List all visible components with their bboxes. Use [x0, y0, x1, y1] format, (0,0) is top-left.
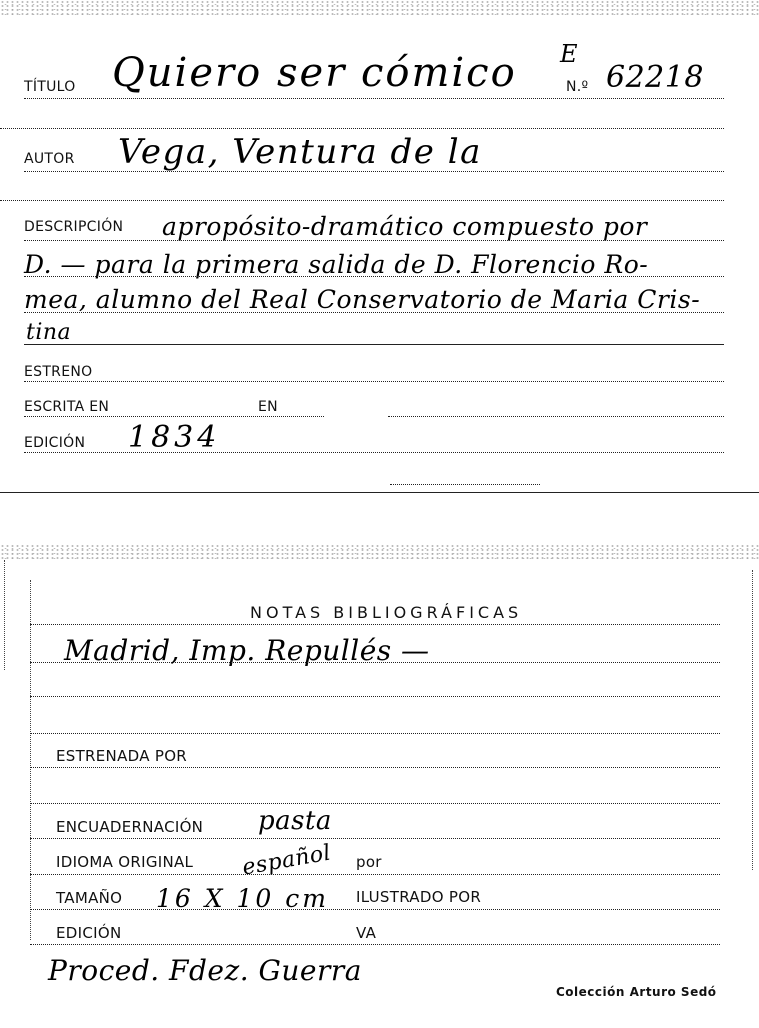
proced-value: Proced. Fdez. Guerra	[48, 954, 362, 987]
numero-label: N.º	[566, 79, 589, 95]
escrita-en-label: ESCRITA EN	[24, 399, 110, 415]
escrita-dotted-line	[24, 416, 324, 417]
notas-dotted-line-4	[30, 733, 720, 734]
autor-dotted-line	[24, 171, 724, 172]
por-label: por	[356, 853, 382, 871]
edicion-dotted-line	[24, 452, 724, 453]
autor-dotted-line-2	[0, 200, 724, 201]
encuadernacion-dotted-line	[30, 838, 720, 839]
numero-value: 62218	[606, 60, 704, 95]
idioma-label: IDIOMA ORIGINAL	[56, 853, 194, 871]
card-bottom-margin-line	[30, 580, 31, 940]
encuadernacion-label: ENCUADERNACIÓN	[56, 818, 204, 836]
tamano-label: TAMAÑO	[56, 889, 123, 907]
card-top-edge-speckle	[0, 0, 759, 16]
descripcion-rule	[24, 344, 724, 345]
descripcion-line-3: mea, alumno del Real Conservatorio de Maria Cris-	[24, 285, 701, 314]
estrenada-dotted-line-2	[30, 803, 720, 804]
edicion-label: EDICIÓN	[24, 435, 86, 451]
card-bottom-edge-speckle	[0, 544, 759, 560]
estreno-label: ESTRENO	[24, 364, 93, 380]
notas-dotted-line-1	[30, 624, 720, 625]
edicion-bottom-dotted-line	[30, 944, 720, 945]
tamano-value: 16 X 10 cm	[156, 884, 329, 913]
va-label: VA	[356, 924, 377, 942]
estrenada-por-label: ESTRENADA POR	[56, 747, 188, 765]
edicion-value: 1834	[128, 420, 221, 455]
notas-dotted-line-3	[30, 696, 720, 697]
notas-dotted-line-2	[30, 662, 720, 663]
descripcion-line-1: apropósito-dramático compuesto por	[162, 212, 648, 241]
descripcion-label: DESCRIPCIÓN	[24, 219, 124, 235]
tamano-dotted-line	[30, 909, 720, 910]
escrita-dotted-line-right	[388, 416, 724, 417]
descripcion-line-2: D. — para la primera salida de D. Florencio Ro-	[24, 250, 649, 279]
card-top-bottom-edge	[0, 492, 759, 493]
card-bottom-right-edge	[752, 570, 753, 870]
descripcion-dotted-line-1	[24, 240, 724, 241]
autor-label: AUTOR	[24, 151, 75, 167]
estreno-dotted-line	[24, 381, 724, 382]
titulo-label: TÍTULO	[24, 79, 76, 95]
descripcion-line-4: tina	[26, 320, 72, 345]
coleccion-label: Colección Arturo Sedó	[556, 985, 717, 999]
card-top-bottom-marks	[390, 484, 540, 485]
titulo-value: Quiero ser cómico	[112, 50, 517, 96]
edicion-bottom-label: EDICIÓN	[56, 924, 122, 942]
idioma-value: español	[240, 840, 333, 881]
descripcion-dotted-line-2	[24, 276, 724, 277]
descripcion-dotted-line-3	[24, 312, 724, 313]
encuadernacion-value: pasta	[258, 806, 332, 836]
ilustrado-label: ILUSTRADO POR	[356, 888, 482, 906]
card-bottom-left-edge	[4, 560, 5, 670]
numero-prefix: E	[560, 40, 579, 68]
titulo-dotted-line	[24, 98, 724, 99]
idioma-dotted-line	[30, 874, 720, 875]
en-label: EN	[258, 399, 278, 415]
notas-title: NOTAS BIBLIOGRÁFICAS	[250, 603, 523, 622]
titulo-dotted-line-2	[0, 128, 724, 129]
estrenada-dotted-line	[30, 767, 720, 768]
notas-line-1: Madrid, Imp. Repullés —	[64, 634, 430, 667]
autor-value: Vega, Ventura de la	[118, 132, 482, 172]
